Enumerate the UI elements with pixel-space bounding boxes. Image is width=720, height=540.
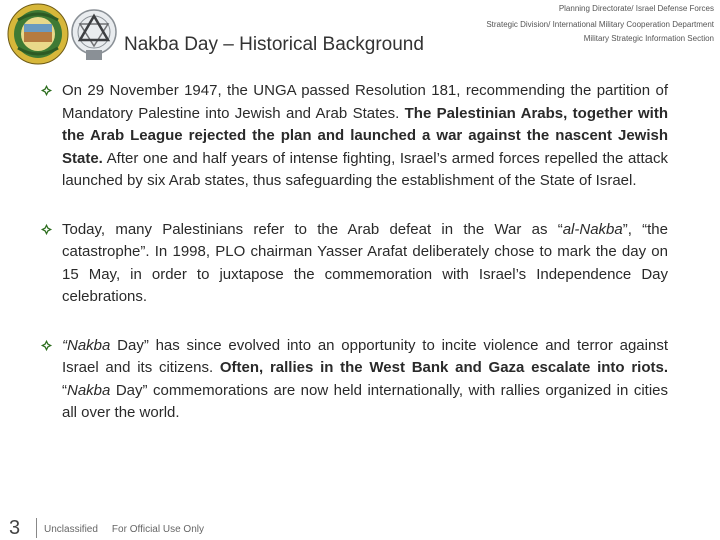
diamond-bullet-icon [40,84,53,97]
bullet-2-italic: al-Nakba [562,220,623,238]
bullet-1-text-end: After one and half years of intense fighting, Israel’s armed forces repelled the attack launched by six Arab states, thus safeguarding the establishment of the State of Israel. [62,149,668,189]
division-logo [72,10,116,60]
bullet-1-bold: The Palestinian Arabs, together with the Arab League rejected the plan and launched a war against the nascent Jewish State. [62,104,669,167]
bullet-3-italic-1: Nakba [67,336,111,354]
emblem-logo [8,4,68,64]
footer-classification [44,524,204,535]
bullet-item-3 [40,335,668,425]
bullet-3-text: Day” has since evolved into an opportunity to incite violence and terror against Israel and its citizens. [62,336,668,376]
diamond-bullet-icon [40,223,53,236]
org-line-directorate: Planning Directorate/ Israel Defense Forces [558,4,714,13]
page-number: 3 [9,517,21,539]
bullet-3-italic-2: Nakba [67,381,111,399]
bullet-2-text-end: ”, “the catastrophe”. In 1998, PLO chairman Yasser Arafat deliberately chose to mark the day on 15 May, in order to juxtapose the commemoration with Israel’s Independence Day celebrations. [62,220,668,305]
bullet-item-2 [40,219,668,309]
bullet-3-bold: Often, rallies in the West Bank and Gaza escalate into riots. [219,359,668,376]
bullet-3-text-end: Day” commemorations are now held internationally, with rallies organized in cities all over the world. [62,381,668,421]
classification-label: Unclassified [44,524,98,535]
diamond-bullet-icon [40,339,53,352]
org-line-division: Strategic Division/ International Military Cooperation Department [486,20,714,29]
slide-content [40,80,668,451]
header-logos [4,2,124,66]
page-title: Nakba Day – Historical Background [124,34,424,55]
bullet-3-quote: “ [62,336,67,354]
bullet-3-text-2: “ [62,381,67,399]
footer-divider [36,518,37,538]
bullet-item-1 [40,80,668,193]
bullet-2-text: Today, many Palestinians refer to the Arab defeat in the War as “ [62,220,563,238]
org-line-section: Military Strategic Information Section [583,34,714,43]
bullet-1-text: On 29 November 1947, the UNGA passed Resolution 181, recommending the partition of Mandatory Palestine into Jewish and Arab States. [62,82,668,122]
usage-label: For Official Use Only [111,524,204,535]
